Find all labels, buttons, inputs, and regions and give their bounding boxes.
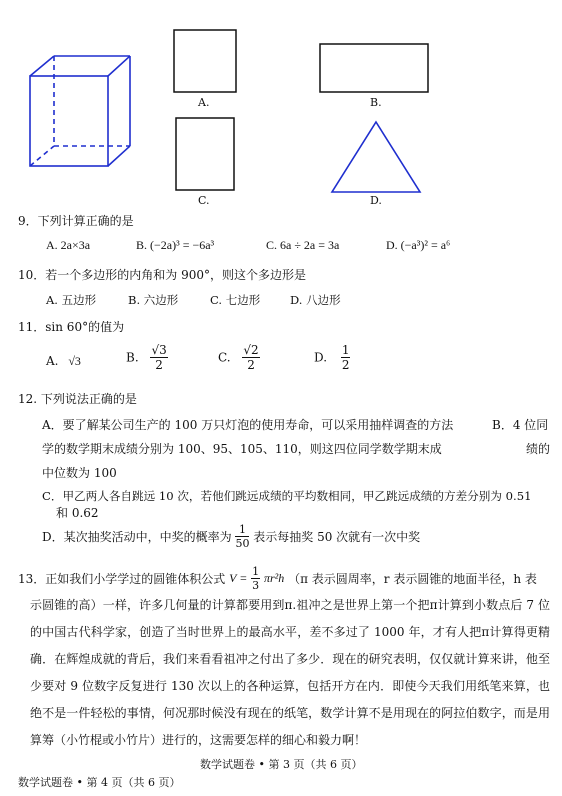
- q9-option-a: A. 2a×3a: [46, 238, 91, 252]
- q11-option-c-fraction: [242, 344, 259, 371]
- q11-option-d-fraction: [341, 344, 351, 371]
- q11-stem: 11．sin 60°的值为: [18, 320, 125, 334]
- q13-formula-v: V =: [229, 571, 248, 585]
- q11-option-c-label: C.: [218, 350, 231, 365]
- fraction-numerator: 1: [235, 524, 249, 537]
- q9-stem: 9．下列计算正确的是: [18, 214, 134, 228]
- q12-stem: 12. 下列说法正确的是: [18, 392, 137, 406]
- view-d-label: D.: [370, 194, 382, 207]
- fraction-numerator: √3: [151, 343, 167, 357]
- q12-option-d: [42, 524, 420, 549]
- view-a-label: A.: [198, 96, 210, 109]
- fraction-denominator: 3: [252, 579, 260, 592]
- q9-option-b: B. (−2a)³ = −6a³: [136, 238, 215, 252]
- q12-option-b-start: B．4 位同: [492, 418, 549, 432]
- q12-option-b-line2: 学的数学期末成绩分别为 100、95、105、110，则这四位同学数学期末成: [42, 442, 442, 456]
- q12-option-d-fraction: [235, 524, 249, 549]
- view-a-square: [172, 28, 238, 96]
- fraction-denominator: 2: [247, 358, 255, 372]
- q9-option-d: D. (−a³)² = a⁶: [386, 238, 451, 252]
- q11-option-b-label: B.: [126, 350, 139, 365]
- q11-option-a-value: √3: [68, 354, 81, 368]
- view-b-rectangle: [318, 42, 430, 94]
- view-b-label: B.: [370, 96, 382, 109]
- cube-figure: [24, 46, 136, 174]
- q12-option-b-line2-end: 绩的: [526, 442, 551, 456]
- fraction-numerator: 1: [341, 343, 350, 357]
- fraction-denominator: 2: [155, 358, 163, 372]
- q9-option-c: C. 6a ÷ 2a = 3a: [266, 238, 340, 252]
- q10-option-d: D. 八边形: [290, 293, 341, 307]
- q12-option-d-post: 表示每抽奖 50 次就有一次中奖: [253, 530, 421, 544]
- q12-option-d-pre: D．某次抽奖活动中，中奖的概率为: [42, 530, 232, 544]
- fraction-denominator: 50: [235, 537, 250, 550]
- view-c-label: C.: [198, 194, 210, 207]
- q11-option-b: [126, 344, 168, 371]
- q11-option-b-fraction: [150, 344, 167, 371]
- fraction-numerator: 1: [252, 565, 260, 578]
- q13-stem-pre: 13．正如我们小学学过的圆锥体积公式: [18, 572, 226, 586]
- q11-option-c: [218, 344, 260, 371]
- q10-option-a: A. 五边形: [46, 293, 97, 307]
- page-footer-center: 数学试题卷 • 第 3 页（共 6 页）: [200, 758, 363, 771]
- q13-stem-post: （π 表示圆周率，r 表示圆锥的地面半径，h 表: [288, 572, 537, 586]
- q10-option-b: B. 六边形: [128, 293, 179, 307]
- q10-option-c: C. 七边形: [210, 293, 261, 307]
- q11-option-d-label: D.: [314, 350, 328, 365]
- q12-option-a: A．要了解某公司生产的 100 万只灯泡的使用寿命，可以采用抽样调查的方法: [42, 418, 454, 432]
- q11-option-a: [46, 354, 81, 369]
- view-c-rectangle: [174, 116, 236, 192]
- q11-option-d: [314, 344, 350, 371]
- fraction-numerator: √2: [243, 343, 259, 357]
- q13-formula-rest: πr²h: [263, 571, 285, 585]
- q12-option-b-line3: 中位数为 100: [42, 466, 117, 480]
- q13-formula-fraction: [251, 566, 260, 591]
- page-footer-left: 数学试题卷 • 第 4 页（共 6 页）: [18, 776, 181, 789]
- q11-option-a-label: A.: [46, 354, 59, 368]
- view-d-triangle: [330, 120, 422, 194]
- q13-body: 示圆锥的高）一样，许多几何量的计算都要用到π.祖冲之是世界上第一个把π计算到小数点后 7 位的中国古代科学家，创造了当时世界上的最高水平，差不多过了 1000 年，才有人把π计算得更精确．在辉煌成就的背后，我们来看看祖冲之付出了多少．现在的研究表明，仅仅就计算来讲，他至少要对 9 位数字反复进行 130 次以上的各种运算，包括开方在内．即使今天我们用纸笔来算，也绝不是一件轻松的事情，何况那时候没有现在的纸笔，数学计算不是用现在的阿拉伯数字，而是用算筹（小竹棍或小竹片）进行的，这需要怎样的细心和毅力啊！: [30, 598, 550, 747]
- fraction-denominator: 2: [341, 358, 350, 372]
- q10-stem: 10．若一个多边形的内角和为 900°，则这个多边形是: [18, 268, 306, 282]
- q13-stem-line: [18, 566, 537, 591]
- q12-option-c-line2: 和 0.62: [56, 506, 99, 520]
- q12-option-c: C．甲乙两人各自跳远 10 次，若他们跳远成绩的平均数相同，甲乙跳远成绩的方差分别为 0.51: [42, 489, 532, 503]
